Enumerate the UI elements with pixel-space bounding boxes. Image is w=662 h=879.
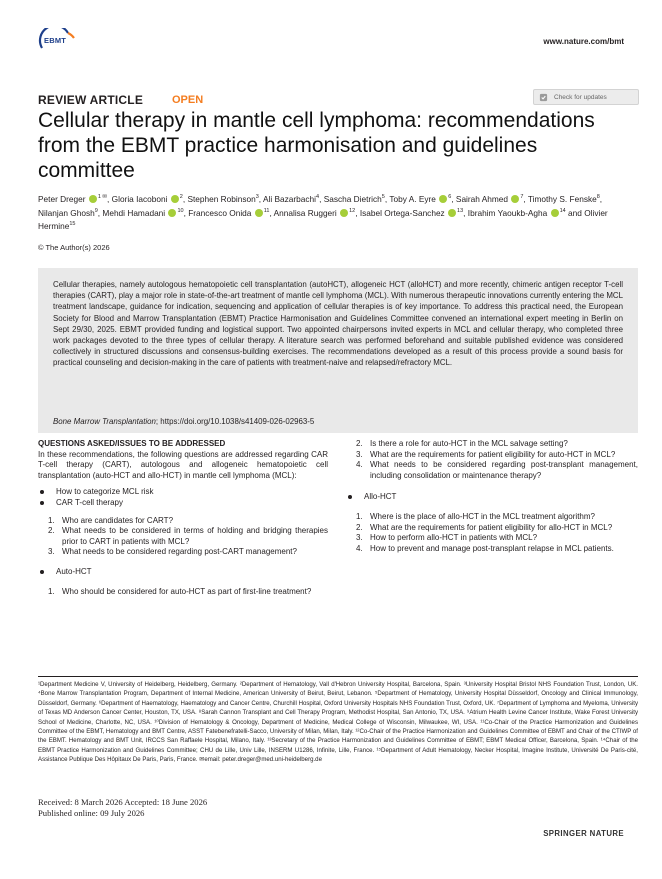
right-column bbox=[346, 439, 638, 554]
author-name[interactable]: Ali Bazarbachi bbox=[262, 194, 316, 204]
orcid-icon[interactable] bbox=[168, 209, 176, 217]
orcid-icon[interactable] bbox=[340, 209, 348, 217]
author-name[interactable]: Nilanjan Ghosh bbox=[38, 207, 95, 218]
logo-text: EBMT bbox=[44, 36, 67, 45]
affiliation-marker: 3 bbox=[255, 194, 259, 201]
list-item: 2. Is there a role for auto-HCT in the MCL salvage setting? bbox=[356, 439, 568, 448]
list-item: 3. How to perform allo-HCT in patients with MCL? bbox=[356, 533, 538, 543]
ebmt-logo bbox=[38, 28, 78, 52]
author-entry[interactable] bbox=[389, 194, 451, 204]
affiliation-marker: 2 bbox=[179, 194, 183, 201]
affiliation-marker: 13 bbox=[457, 207, 464, 214]
check-for-updates-button[interactable] bbox=[533, 89, 639, 105]
author-name[interactable]: Isabel Ortega-Sanchez bbox=[359, 207, 445, 218]
section-heading: QUESTIONS ASKED/ISSUES TO BE ADDRESSED bbox=[38, 439, 226, 448]
author-entry[interactable] bbox=[38, 208, 98, 218]
orcid-icon[interactable] bbox=[511, 195, 519, 203]
author-entry[interactable] bbox=[263, 194, 319, 204]
bullet-auto: Auto-HCT bbox=[38, 567, 328, 578]
author-name[interactable]: Olivier Hermine bbox=[38, 207, 608, 231]
list-item: 2. What needs to be considered in terms of holding and bridging therapies prior to CART in patients with MCL? bbox=[48, 526, 328, 546]
affiliations: ¹Department Medicine V, University of Heidelberg, Heidelberg, Germany. ²Department of Hematology, Vall d'Hebron University Hospital, Barcelona, Spain. ³University Hospital Bristol NHS Foundation Trust, London, UK. ⁴Bone Marrow Transplantation Program, Department of Internal Medicine, American University of Beirut, Beirut, Lebanon. ⁵Department of Hematology, University Hospital Düsseldorf, Oncology and Clinical Immunology, Düsseldorf, Germany. ⁶Department of Haematology, Haematology and Cancer Centre, Churchill Hospital, Oxford University Hospitals NHS Foundation Trust, Oxford, UK. ⁷Department of Lymphoma and Myeloma, University of Texas MD Anderson Cancer Center, Houston, TX, USA. ⁸Sarah Cannon Transplant and Cell Therapy Program, Methodist Hospital, San Antonio, TX, USA. ⁹Atrium Health Levine Cancer Institute, Wake Forest University School of Medicine, Charlotte, NC, USA. ¹⁰Division of Hematology & Oncology, Department of Medicine, Medical College of Wisconsin, Milwaukee, WI, USA. ¹¹Co-Chair of the Practice Harmonization and Guidelines Committee of the EBMT, Hematology and BMT Centre, ASST Fatebenefratelli-Sacco, University of Milan, Milan, Italy. ¹²Co-Chair of the Practice Harmonization and Guidelines Committee of EBMT and Chair of the CTIWP of the EBMT. Hematology and BMT Unit, IRCCS San Raffaele Hospital, Milano, Italy. ¹³Secretary of the Practice Harmonization and Guidelines Committee of EBMT; EBMT Medical Officer, Barcelona, Spain. ¹⁴Chair of the EBMT Practice Harmonization and Guidelines Committee; CHU de Lille, Univ Lille, INSERM U1286, Infinite, Lille, France. ¹⁵Department of Adult Hematology, Necker Hospital, Imagine Institute, Université De Paris-cité, Assistance Publique Des Hôpitaux De Paris, Paris, France. ✉email: peter.dreger@med.uni-heidelberg.de bbox=[38, 681, 638, 764]
article-title: Cellular therapy in mantle cell lymphoma: recommendations from the EBMT practice harmonisation and guidelines committee bbox=[38, 109, 595, 182]
affiliation-marker: 7 bbox=[520, 194, 524, 201]
auto-questions-left bbox=[38, 587, 328, 598]
cart-questions bbox=[38, 516, 328, 558]
abstract-box bbox=[38, 268, 638, 433]
author-name[interactable]: Francesco Onida bbox=[188, 207, 252, 218]
doi-link[interactable]: ; https://doi.org/10.1038/s41409-026-02963-5 bbox=[155, 417, 315, 426]
journal-name: Bone Marrow Transplantation bbox=[53, 417, 156, 426]
list-item: 3. What needs to be considered regarding post-CART management? bbox=[48, 547, 297, 557]
affiliation-marker: 10 bbox=[177, 207, 184, 214]
bullet-cart: CAR T-cell therapy bbox=[38, 498, 328, 509]
list-item: 4. How to prevent and manage post-transplant relapse in MCL patients. bbox=[356, 543, 614, 553]
orcid-icon[interactable] bbox=[255, 209, 263, 217]
author-entry[interactable] bbox=[360, 208, 463, 218]
publisher-logo: SPRINGER NATURE bbox=[543, 829, 624, 838]
orcid-icon[interactable] bbox=[439, 195, 447, 203]
received-accepted: Received: 8 March 2026 Accepted: 18 June 2026 bbox=[38, 797, 208, 807]
author-entry[interactable] bbox=[324, 194, 385, 204]
affiliation-marker: 11 bbox=[263, 207, 270, 214]
footnote-divider bbox=[38, 676, 638, 677]
open-access-badge: OPEN bbox=[172, 94, 204, 106]
orcid-icon[interactable] bbox=[448, 209, 456, 217]
bullet-allo: Allo-HCT bbox=[346, 492, 638, 503]
author-entry[interactable] bbox=[112, 194, 183, 204]
check-updates-label: Check for updates bbox=[554, 93, 607, 101]
author-entry[interactable] bbox=[102, 208, 183, 218]
list-item: 1. Where is the place of allo-HCT in the MCL treatment algorithm? bbox=[356, 511, 595, 521]
author-entry[interactable] bbox=[528, 194, 600, 204]
author-name[interactable]: Annalisa Ruggeri bbox=[273, 207, 337, 218]
affiliation-marker: 4 bbox=[316, 194, 320, 201]
author-name[interactable]: Mehdi Hamadani bbox=[102, 207, 166, 218]
list-item: 1. Who should be considered for auto-HCT as part of first-line treatment? bbox=[48, 586, 312, 596]
author-name[interactable]: Toby A. Eyre bbox=[389, 194, 436, 204]
author-list: Peter Dreger $^{1 ✉}$, Gloria Iacoboni $^2$, Stephen Robinson$^3$, Ali Bazarbachi$^4$, Sascha Dietrich$^5$, Toby A. Eyre $^6$, Sairah Ahmed $^7$, Timothy S. Fenske$^8$, Nilanjan Ghosh$^9$, Mehdi Hamadani $^{10}$, Francesco Onida $^{11}$, Annalisa Ruggeri $^{12}$, Isabel Ortega-Sanchez $^{13}$, Ibrahim Yaoukb-Agha $^{14}$ and Olivier Hermine$^{15}$ bbox=[38, 194, 608, 231]
author-name[interactable]: Sascha Dietrich bbox=[323, 194, 382, 204]
list-item: 2. What are the requirements for patient eligibility for allo-HCT in MCL? bbox=[356, 522, 613, 532]
affiliation-marker: 8 bbox=[596, 194, 600, 201]
orcid-icon[interactable] bbox=[551, 209, 559, 217]
author-name[interactable]: Ibrahim Yaoukb-Agha bbox=[467, 207, 548, 218]
list-item: 3. What are the requirements for patient eligibility for auto-HCT in MCL? bbox=[356, 449, 616, 459]
affiliation-marker: 5 bbox=[381, 194, 385, 201]
author-name[interactable]: Sairah Ahmed bbox=[455, 194, 509, 204]
orcid-icon[interactable] bbox=[89, 195, 97, 203]
affiliation-marker: 6 bbox=[448, 194, 452, 201]
auto-questions-right bbox=[346, 439, 638, 481]
author-entry[interactable] bbox=[38, 194, 107, 204]
list-item: 4. What needs to be considered regarding post-transplant management, including consolidation or maintenance therapy? bbox=[356, 460, 638, 480]
author-name[interactable]: Gloria Iacoboni bbox=[111, 194, 168, 204]
published-online: Published online: 09 July 2026 bbox=[38, 807, 145, 818]
allo-questions bbox=[346, 512, 638, 554]
author-entry[interactable] bbox=[456, 194, 524, 204]
list-item: 1. Who are candidates for CART? bbox=[48, 515, 174, 525]
author-entry[interactable] bbox=[187, 194, 258, 204]
author-name[interactable]: Timothy S. Fenske bbox=[527, 194, 597, 204]
citation bbox=[53, 417, 314, 426]
bullet-risk: How to categorize MCL risk bbox=[38, 487, 328, 498]
check-updates-icon bbox=[539, 93, 548, 102]
affiliation-marker: 15 bbox=[69, 221, 76, 228]
author-name[interactable]: Peter Dreger bbox=[38, 194, 86, 204]
author-entry[interactable] bbox=[468, 208, 566, 218]
section-intro: In these recommendations, the following questions are addressed regarding CAR T-cell therapy (CART), autologous and allogeneic hematopoietic cell transplantation (auto-HCT and allo-HCT) in mantle cell lymphoma (MCL): bbox=[38, 449, 328, 480]
article-dates bbox=[38, 797, 207, 818]
author-name[interactable]: Stephen Robinson bbox=[187, 194, 256, 204]
affiliation-marker: 14 bbox=[559, 207, 566, 214]
copyright: © The Author(s) 2026 bbox=[38, 243, 110, 252]
author-entry[interactable] bbox=[274, 208, 356, 218]
abstract-text: Cellular therapies, namely autologous hematopoietic cell transplantation (autoHCT), allogeneic HCT (alloHCT) and more recently, chimeric antigen receptor T-cell therapies (CART), play a major role in state-of-the-art treatment of mantle cell lymphoma (MCL). With numerous therapeutic innovations currently entering the MCL treatment landscape, guidance for indication, sequencing and application of cellular therapies is of key importance. To address this practical need, the European Society for Blood and Marrow Transplantation (EBMT) Practice Harmonisation and Guidelines Committee convened an international expert meeting in Berlin on Sept 29/30, 2025. EBMT provided funding and logistical support. Two appointed chairpersons invited experts in MCL and cellular therapy, who completed three work packages devoted to the three types of cellular therapy. A literature search was performed beforehand and suitable published evidence was considered collectively in structured discussions and consensus-building exercises. The recommendations developed as a result of this process provide a sound basis for practical counseling and decision-making in the care of patients with treatment-naive and relapsed/refractory MCL. bbox=[53, 280, 623, 368]
affiliation-marker: 9 bbox=[94, 207, 98, 214]
article-type: REVIEW ARTICLE bbox=[38, 93, 144, 107]
affiliation-marker: 1 ✉ bbox=[97, 194, 108, 201]
site-url[interactable]: www.nature.com/bmt bbox=[543, 37, 624, 46]
left-column bbox=[38, 439, 328, 597]
affiliation-marker: 12 bbox=[349, 207, 356, 214]
orcid-icon[interactable] bbox=[171, 195, 179, 203]
author-entry[interactable] bbox=[188, 208, 269, 218]
